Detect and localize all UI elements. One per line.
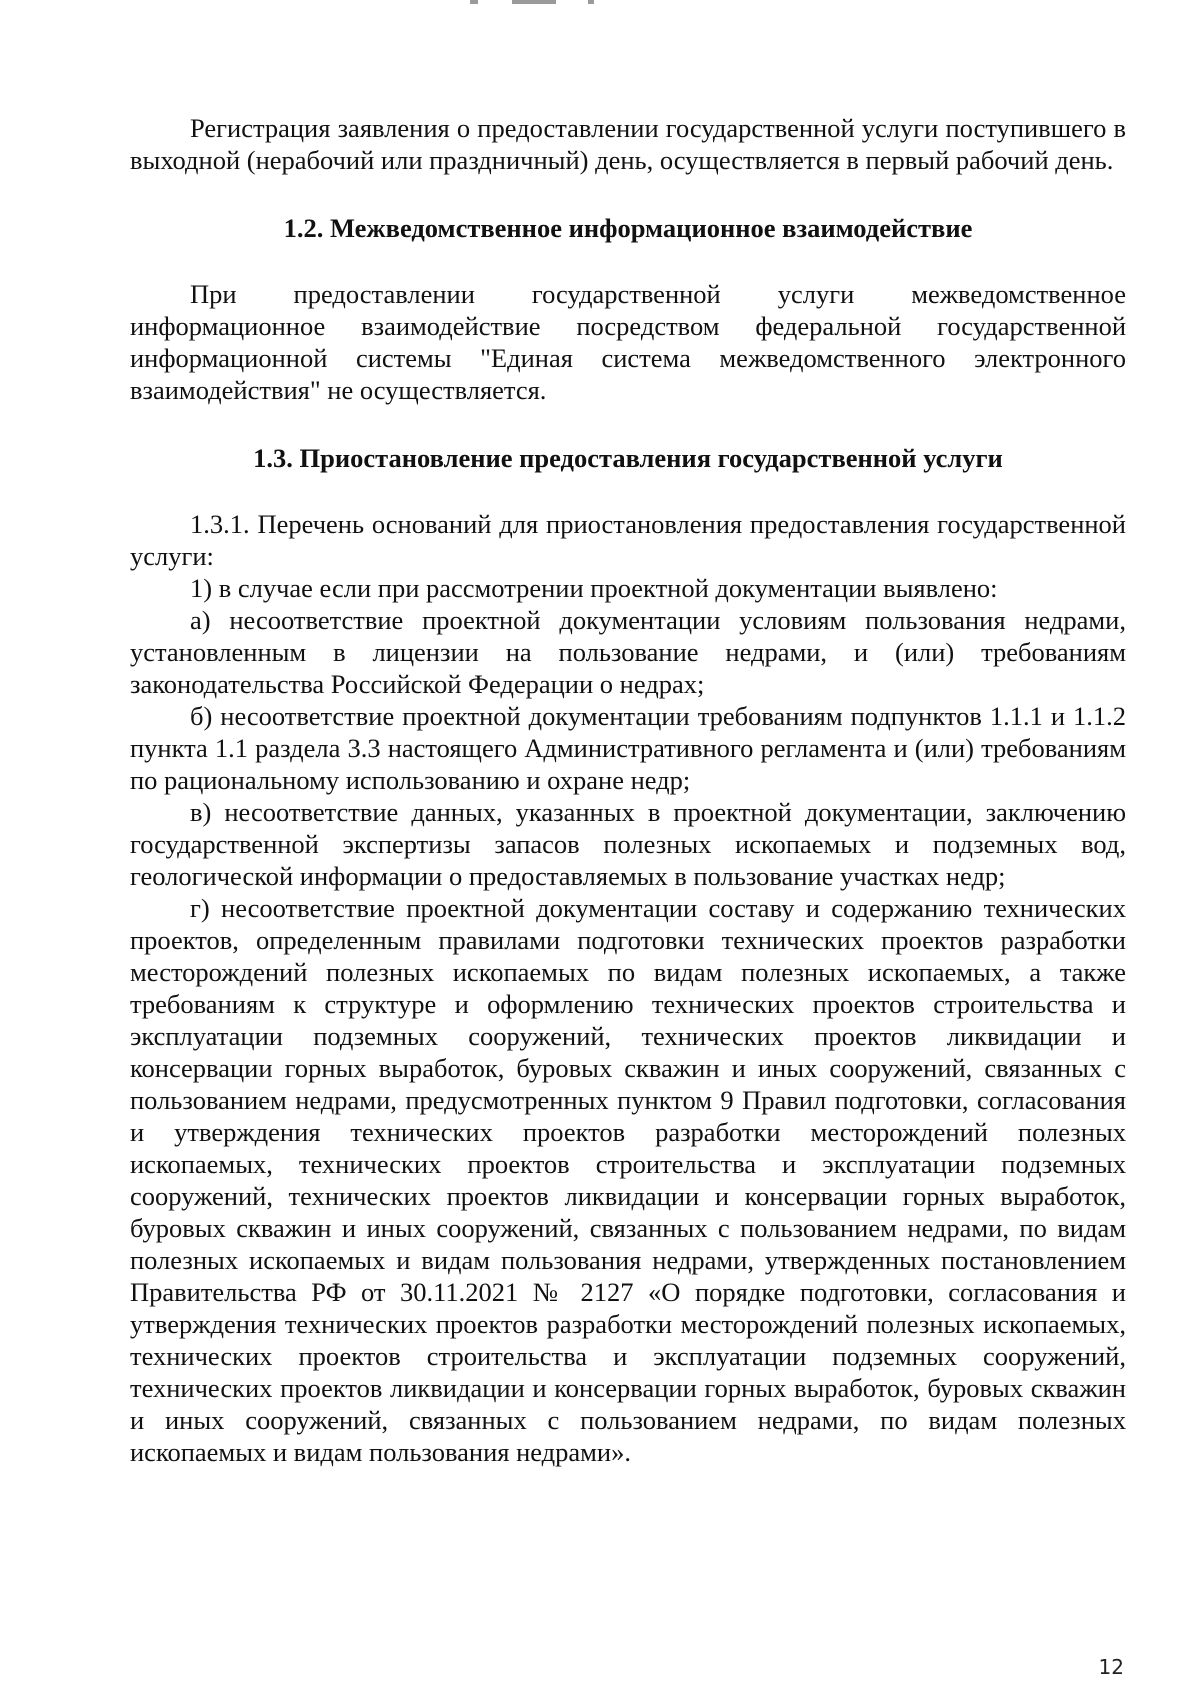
- document-body: [130, 112, 1126, 1468]
- heading-suspension: 1.3. Приостановление предоставления государственной услуги: [253, 443, 1003, 473]
- paragraph-item-g: г) несоответствие проектной документации составу и содержанию технических проектов, определенным правилами подготовки технических проектов разработки месторождений полезных ископаемых по видам полезных ископаемых, а также требованиям к структуре и оформлению технических проектов строительства и эксплуатации подземных сооружений, технических проектов ликвидации и консервации горных выработок, буровых скважин и иных сооружений, связанных с пользованием недрами, предусмотренных пунктом 9 Правил подготовки, согласования и утверждения технических проектов разработки месторождений полезных ископаемых, технических проектов строительства и эксплуатации подземных сооружений, технических проектов ликвидации и консервации горных выработок, буровых скважин и иных сооружений, связанных с пользованием недрами, по видам полезных ископаемых и видам пользования недрами, утвержденных постановлением Правительства РФ от 30.11.2021 № 2127 «О порядке подготовки, согласования и утверждения технических проектов разработки месторождений полезных ископаемых, технических проектов строительства и эксплуатации подземных сооружений, технических проектов ликвидации и консервации горных выработок, буровых скважин и иных сооружений, связанных с пользованием недрами, по видам полезных ископаемых и видам пользования недрами».: [130, 893, 1126, 1467]
- heading-interagency-interaction: 1.2. Межведомственное информационное взаимодействие: [283, 213, 973, 243]
- scan-artifact: [470, 0, 670, 6]
- paragraph-registration: Регистрация заявления о предоставлении государственной услуги поступившего в выходной (нерабочий или праздничный) день, осуществляется в первый рабочий день.: [130, 113, 1126, 175]
- paragraph-item-a: а) несоответствие проектной документации условиям пользования недрами, установленным в лицензии на пользование недрами, и (или) требованиям законодательства Российской Федерации о недрах;: [130, 605, 1126, 699]
- page-number: 12: [1098, 1655, 1124, 1679]
- paragraph-item-1: 1) в случае если при рассмотрении проектной документации выявлено:: [190, 573, 998, 603]
- paragraph-item-v: в) несоответствие данных, указанных в проектной документации, заключению государственной экспертизы запасов полезных ископаемых и подземных вод, геологической информации о предоставляемых в пользование участках недр;: [130, 797, 1126, 891]
- paragraph-grounds-list: 1.3.1. Перечень оснований для приостановления предоставления государственной услуги:: [130, 509, 1126, 571]
- paragraph-item-b: б) несоответствие проектной документации требованиям подпунктов 1.1.1 и 1.1.2 пункта 1.1 раздела 3.3 настоящего Административного регламента и (или) требованиям по рациональному использованию и охране недр;: [130, 701, 1126, 795]
- paragraph-interagency: При предоставлении государственной услуги межведомственное информационное взаимодействие посредством федеральной государственной информационной системы "Единая система межведомственного электронного взаимодействия" не осуществляется.: [130, 279, 1126, 405]
